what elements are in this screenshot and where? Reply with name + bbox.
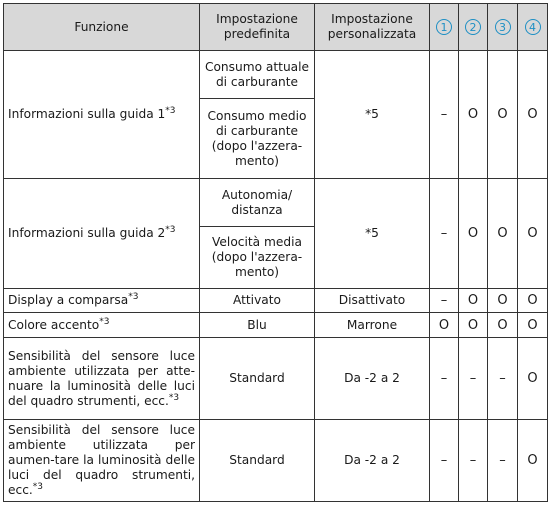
- row-personalizzata: *5: [315, 179, 430, 289]
- row-cell-2: O: [459, 51, 488, 179]
- row-cell-1: –: [430, 289, 459, 313]
- table-row: [4, 313, 548, 338]
- row-cell-4: O: [518, 420, 548, 502]
- row-cell-1: –: [430, 338, 459, 420]
- footnote-ref: *3: [128, 291, 139, 302]
- row-funzione: Colore accento$^{*3}$: [4, 313, 200, 338]
- header-col-2: [459, 4, 488, 51]
- circled-two-icon: 2: [465, 19, 481, 35]
- row-personalizzata: Da -2 a 2: [315, 338, 430, 420]
- row-personalizzata: Da -2 a 2: [315, 420, 430, 502]
- row-cell-1: –: [430, 51, 459, 179]
- row-cell-4: O: [518, 338, 548, 420]
- row-predefinita: Autonomia/ distanza: [200, 179, 315, 227]
- circled-one-icon: 1: [436, 19, 452, 35]
- row-funzione: Informazioni sulla guida 2$^{*3}$: [4, 179, 200, 289]
- header-col-4: [518, 4, 548, 51]
- table-row: [4, 289, 548, 313]
- row-predefinita: Standard: [200, 338, 315, 420]
- row-cell-3: O: [488, 51, 518, 179]
- row-cell-2: O: [459, 179, 488, 289]
- row-cell-4: O: [518, 289, 548, 313]
- row-cell-4: O: [518, 51, 548, 179]
- row-cell-3: O: [488, 179, 518, 289]
- row-cell-2: –: [459, 420, 488, 502]
- row-predefinita: Consumo attuale di carburante: [200, 51, 315, 99]
- row-personalizzata: Marrone: [315, 313, 430, 338]
- row-cell-3: O: [488, 313, 518, 338]
- table-row: [4, 338, 548, 420]
- row-cell-3: –: [488, 338, 518, 420]
- footnote-ref: *3: [165, 105, 176, 116]
- footnote-ref: *3: [168, 392, 180, 403]
- footnote-ref: *3: [165, 224, 176, 235]
- header-col-1: [430, 4, 459, 51]
- circled-three-icon: 3: [495, 19, 511, 35]
- row-predefinita: Consumo medio di carburante (dopo l'azzera-mento): [200, 99, 315, 179]
- row-predefinita: Standard: [200, 420, 315, 502]
- circled-four-icon: 4: [525, 19, 541, 35]
- row-predefinita: Attivato: [200, 289, 315, 313]
- row-cell-1: –: [430, 420, 459, 502]
- settings-table: [3, 3, 548, 502]
- footnote-ref: *3: [32, 481, 44, 492]
- settings-table-container: [3, 3, 548, 502]
- row-cell-3: O: [488, 289, 518, 313]
- row-funzione: Informazioni sulla guida 1$^{*3}$: [4, 51, 200, 179]
- row-cell-1: –: [430, 179, 459, 289]
- header-funzione: Funzione: [4, 4, 200, 51]
- row-personalizzata: Disattivato: [315, 289, 430, 313]
- row-funzione: Sensibilità del sensore luce ambiente utilizzata per atte-nuare la luminosità delle luci del quadro strumenti, ecc.$^{*3}$: [4, 338, 200, 420]
- header-col-3: [488, 4, 518, 51]
- table-row: [4, 51, 548, 99]
- row-cell-2: –: [459, 338, 488, 420]
- row-cell-2: O: [459, 313, 488, 338]
- row-cell-3: –: [488, 420, 518, 502]
- row-cell-2: O: [459, 289, 488, 313]
- row-cell-4: O: [518, 313, 548, 338]
- footnote-ref: *3: [99, 316, 110, 327]
- row-predefinita: Velocità media (dopo l'azzera-mento): [200, 227, 315, 289]
- table-row: [4, 420, 548, 502]
- row-cell-1: O: [430, 313, 459, 338]
- row-funzione: Sensibilità del sensore luce ambiente utilizzata per aumen-tare la luminosità delle luci del quadro strumenti, ecc.$^{*3}$: [4, 420, 200, 502]
- table-row: [4, 179, 548, 227]
- header-row: [4, 4, 548, 51]
- row-cell-4: O: [518, 179, 548, 289]
- header-personalizzata: Impostazione personalizzata: [315, 4, 430, 51]
- row-personalizzata: *5: [315, 51, 430, 179]
- row-funzione: Display a comparsa$^{*3}$: [4, 289, 200, 313]
- header-predefinita: Impostazione predefinita: [200, 4, 315, 51]
- row-predefinita: Blu: [200, 313, 315, 338]
